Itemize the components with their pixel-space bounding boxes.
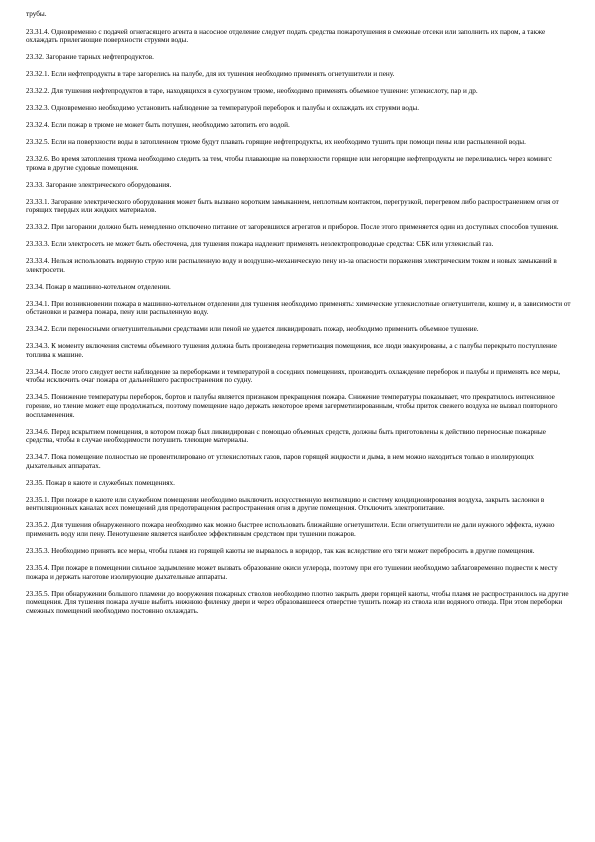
paragraph-23-32-2: 23.32.2. Для тушения нефтепродуктов в таре, находящихся в сухогрузном трюме, необходимо применять объемное тушение: углекислоту, пар и др. — [26, 87, 478, 96]
paragraph-23-33-4: 23.33.4. Нельзя использовать водяную струю или распыленную воду и воздушно-механическую пену из-за опасности поражения электрическим током и новых замыканий в электросети. — [26, 257, 557, 274]
paragraph-23-35-5: 23.35.5. При обнаружении большого пламени до вооружения пожарных стволов необходимо плотно закрыть двери горящей каюты, чтобы пламя не распространилось на другие помещения. Для тушения пожара лучше выбить нижнюю филенку двери и через образовавшееся отверстие тушить пожар из ствола или водяного отвода. При этом переборки смежных помещений необходимо постоянно охлаждать. — [26, 589, 569, 615]
paragraph-23-35-2: 23.35.2. Для тушения обнаруженного пожара необходимо как можно быстрее использовать ближайшие огнетушители. Если огнетушители не дали нужного эффекта, нужно применить воду или пену. Пенотушение является наиболее эффективным средством при тушении пожаров. — [26, 521, 555, 538]
section-heading-23-32: 23.32. Загорание тарных нефтепродуктов. — [26, 53, 154, 62]
section-heading-23-35: 23.35. Пожар в каюте и служебных помещениях. — [26, 478, 175, 487]
paragraph-23-33-2: 23.33.2. При загорании должно быть немедленно отключено питание от загоревшихся агрегатов и приборов. После этого применяется один из доступных способов тушения. — [26, 223, 559, 232]
paragraph-23-35-4: 23.35.4. При пожаре в помещении сильное задымление может вызвать образование окиси углерода, поэтому при его тушении необходимо заблаговременно подвести к месту пожара и держать наготове изолирующие дыхательные аппараты. — [26, 563, 558, 581]
paragraph-23-32-5: 23.32.5. Если на поверхности воды в затопленном трюме будут плавать горящие нефтепродукты, их необходимо тушить при помощи пены или распыленной воды. — [26, 138, 526, 147]
paragraph-23-33-3: 23.33.3. Если электросеть не может быть обесточена, для тушения пожара надлежит применять неэлектропроводные средства: СБК или углекислый газ. — [26, 240, 494, 249]
paragraph-23-34-2: 23.34.2. Если переносными огнетушительными средствами или пеной не удается ликвидировать пожар, необходимо применить объемное тушение. — [26, 325, 479, 334]
paragraph-23-31-4: 23.31.4. Одновременно с подачей огнегасящего агента в насосное отделение следует подать средства пожаротушения в смежные отсеки или заполнить их паром, а также охлаждать прилегающие поверхности струями воды. — [26, 27, 546, 45]
paragraph-continuation: трубы. — [26, 10, 47, 18]
paragraph-23-34-3: 23.34.3. К моменту включения системы объемного тушения должна быть произведена герметизация помещения, все люди эвакуированы, а с палубы перекрыто поступление топлива к машине. — [26, 342, 557, 359]
paragraph-23-32-6: 23.32.6. Во время затопления трюма необходимо следить за тем, чтобы плавающие на поверхности горящие или негорящие нефтепродукты не переливались через комингс трюма в другие судовые помещения. — [26, 155, 553, 172]
paragraph-23-35-3: 23.35.3. Необходимо принять все меры, чтобы пламя из горящей каюты не вырвалось в коридор, так как вследствие его тяги может перебросить в другие помещения. — [26, 546, 535, 555]
paragraph-23-32-4: 23.32.4. Если пожар в трюме не может быть потушен, необходимо затопить его водой. — [26, 121, 290, 130]
paragraph-23-34-7: 23.34.7. Пока помещение полностью не провентилировано от углекислотных газов, паров горящей жидкости и дыма, в нем можно находиться только в изолирующих дыхательных аппаратах. — [26, 453, 535, 470]
paragraph-23-34-5: 23.34.5. Понижение температуры переборок, бортов и палубы является признаком прекращения пожара. Снижение температуры показывает, что прекратилось интенсивное горение, но тление может еще продолжаться, поэтому помещение надо держать некоторое время загерметизированным, чтобы приток свежего воздуха не вызвал повторного воспламенения. — [26, 393, 558, 419]
paragraph-23-35-1: 23.35.1. При пожаре в каюте или служебном помещении необходимо выключить искусственную вентиляцию и систему кондиционирования воздуха, закрыть заслонки в вентиляционных каналах всех помещений для предотвращения распространения огня в другие помещения. Отключить электропитание. — [26, 495, 545, 513]
paragraph-23-33-1: 23.33.1. Загорание электрического оборудования может быть вызвано коротким замыканием, неплотным контактом, перегрузкой, перегревом либо распространением огня от горящих твердых или жидких материалов. — [26, 197, 559, 215]
paragraph-23-32-1: 23.32.1. Если нефтепродукты в таре загорелись на палубе, для их тушения необходимо применять огнетушители и пену. — [26, 70, 395, 79]
paragraph-23-34-6: 23.34.6. Перед вскрытием помещения, в котором пожар был ликвидирован с помощью объемных средств, должны быть приготовлены к действию переносные пожарные средства, чтобы в случае необходимости потушить тлеющие материалы. — [26, 427, 546, 445]
section-heading-23-34: 23.34. Пожар в машинно-котельном отделении. — [26, 282, 171, 291]
section-heading-23-33: 23.33. Загорание электрического оборудования. — [26, 180, 172, 189]
paragraph-23-34-4: 23.34.4. После этого следует вести наблюдение за переборками и температурой в соседних помещениях, производить охлаждение переборок и палубы и применять все меры, чтобы исключить очаг пожара от дальнейшего распространения по судну. — [26, 367, 561, 385]
paragraph-23-32-3: 23.32.3. Одновременно необходимо установить наблюдение за температурой переборок и палубы и охлаждать их струями воды. — [26, 104, 420, 113]
document-page — [26, 10, 572, 624]
paragraph-23-34-1: 23.34.1. При возникновении пожара в машинно-котельном отделении для тушения необходимо применять: химические углекислотные огнетушители, кошму и, в зависимости от обстановки и размера пожара, пену или распыленную воду. — [26, 299, 571, 317]
